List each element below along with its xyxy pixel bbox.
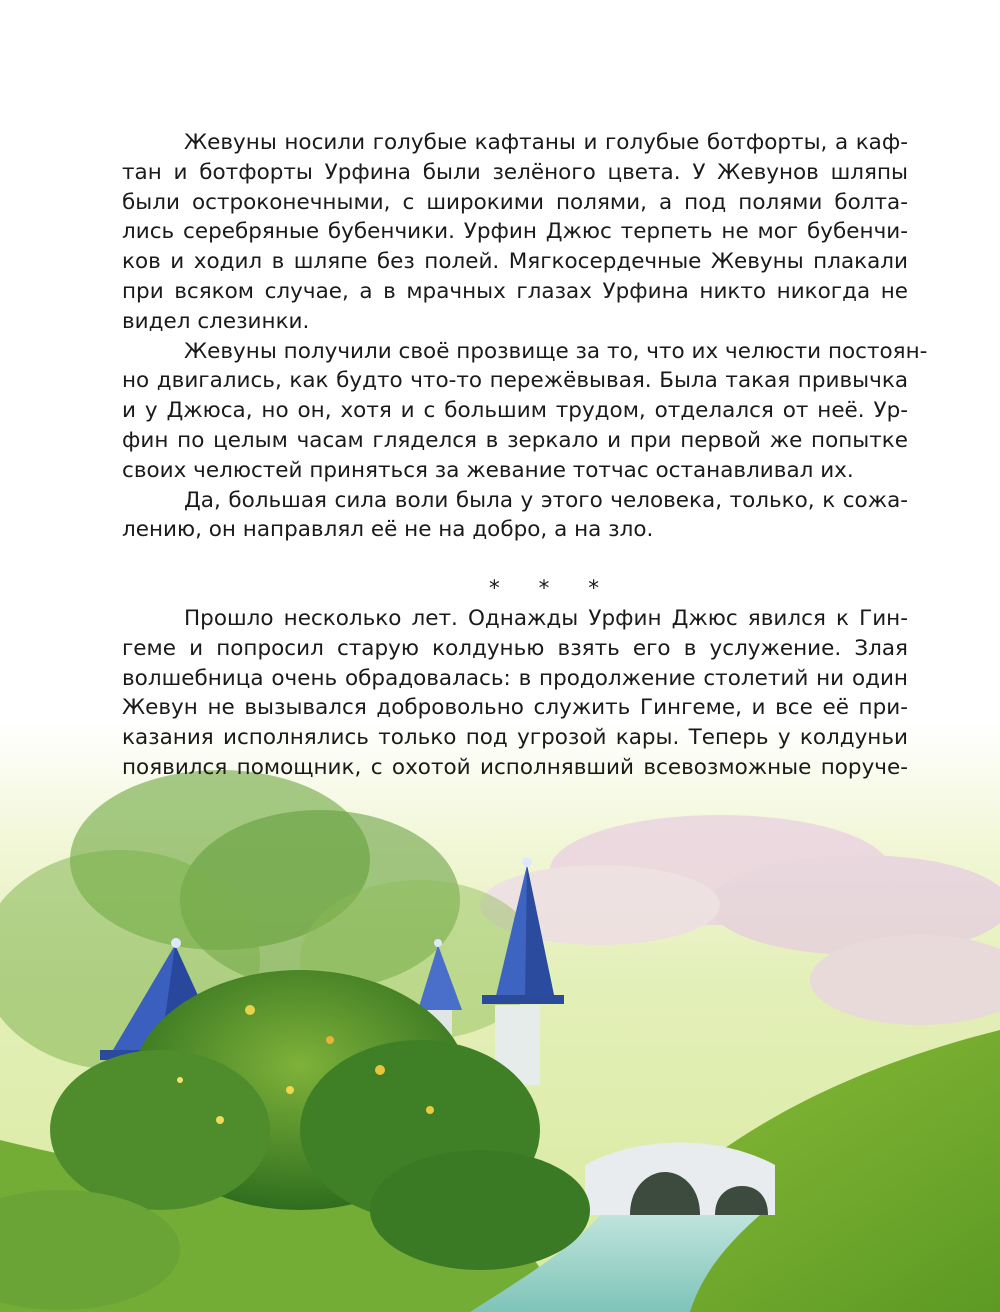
paragraph-1 bbox=[122, 128, 908, 337]
text-line: волшебница очень обрадовалась: в продолжение столетий ни один bbox=[122, 665, 908, 691]
text-line: Жевуны получили своё прозвище за то, что их челюсти постоян- bbox=[184, 338, 928, 364]
section-separator: * * * bbox=[489, 576, 615, 602]
text-line: тан и ботфорты Урфина были зелёного цвета. У Жевунов шляпы bbox=[122, 159, 908, 185]
text-line: видел слезинки. bbox=[122, 308, 310, 334]
text-block bbox=[122, 128, 928, 783]
text-line: при всяком случае, а в мрачных глазах Урфина никто никогда не bbox=[122, 278, 908, 304]
text-line: но двигались, как будто что-то пережёвывая. Была такая привычка bbox=[122, 368, 908, 394]
text-line: Жевуны носили голубые кафтаны и голубые ботфорты, а каф- bbox=[184, 130, 908, 155]
paragraph-3 bbox=[122, 486, 908, 546]
paragraph-4 bbox=[122, 604, 908, 783]
text-line: геме и попросил старую колдунью взять его в услужение. Злая bbox=[122, 635, 908, 661]
text-line: фин по целым часам гляделся в зеркало и при первой же попытке bbox=[122, 427, 908, 453]
text-line: появился помощник, с охотой исполнявший всевозможные поруче- bbox=[122, 754, 908, 780]
paragraph-2 bbox=[122, 337, 928, 486]
bridge bbox=[585, 1143, 775, 1216]
text-line: своих челюстей приняться за жевание тотчас останавливал их. bbox=[122, 457, 854, 483]
text-line: Прошло несколько лет. Однажды Урфин Джюс явился к Гин- bbox=[184, 605, 908, 631]
text-line: и у Джюса, но он, хотя и с большим трудом, отделался от неё. Ур- bbox=[122, 398, 908, 424]
text-line: лись серебряные бубенчики. Урфин Джюс терпеть не мог бубенчи- bbox=[122, 219, 908, 245]
text-line: Да, большая сила воли была у этого человека, только, к сожа- bbox=[184, 487, 908, 513]
text-line: казания исполнялись только под угрозой кары. Теперь у колдуньи bbox=[122, 725, 908, 751]
text-line: Жевун не вызывался добровольно служить Гингеме, и все её при- bbox=[122, 695, 908, 721]
text-line: ков и ходил в шляпе без полей. Мягкосердечные Жевуны плакали bbox=[122, 249, 908, 275]
text-line: были остроконечными, с широкими полями, а под полями болта- bbox=[122, 189, 908, 215]
text-line: лению, он направлял её не на добро, а на зло. bbox=[122, 517, 654, 543]
